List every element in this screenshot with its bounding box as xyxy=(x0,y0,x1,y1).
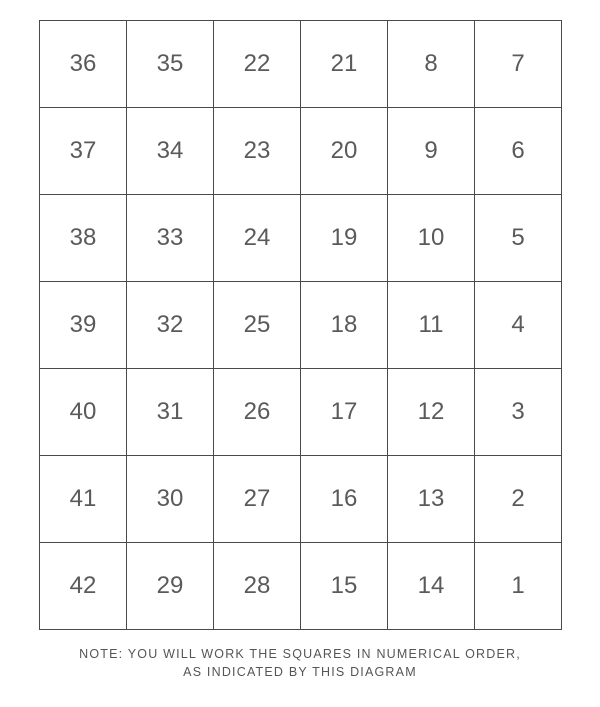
grid-square: 39 xyxy=(40,282,127,369)
grid-square: 22 xyxy=(214,21,301,108)
grid-square: 32 xyxy=(127,282,214,369)
grid-square: 11 xyxy=(388,282,475,369)
grid-square: 40 xyxy=(40,369,127,456)
grid-square: 18 xyxy=(301,282,388,369)
grid-square: 28 xyxy=(214,543,301,630)
grid-square: 17 xyxy=(301,369,388,456)
grid-square: 14 xyxy=(388,543,475,630)
grid-square: 25 xyxy=(214,282,301,369)
grid-square: 37 xyxy=(40,108,127,195)
grid-square: 7 xyxy=(475,21,562,108)
grid-square: 9 xyxy=(388,108,475,195)
grid-square: 4 xyxy=(475,282,562,369)
grid-square: 23 xyxy=(214,108,301,195)
grid-square: 15 xyxy=(301,543,388,630)
grid-square: 3 xyxy=(475,369,562,456)
grid-square: 26 xyxy=(214,369,301,456)
grid-square: 33 xyxy=(127,195,214,282)
grid-square: 1 xyxy=(475,543,562,630)
grid-square: 21 xyxy=(301,21,388,108)
grid-square: 8 xyxy=(388,21,475,108)
grid-square: 38 xyxy=(40,195,127,282)
grid-square: 30 xyxy=(127,456,214,543)
note-line-2: AS INDICATED BY THIS DIAGRAM xyxy=(183,665,417,679)
grid-square: 29 xyxy=(127,543,214,630)
grid-square: 10 xyxy=(388,195,475,282)
grid-square: 41 xyxy=(40,456,127,543)
grid-square: 12 xyxy=(388,369,475,456)
grid-square: 24 xyxy=(214,195,301,282)
grid-square: 19 xyxy=(301,195,388,282)
grid-square: 27 xyxy=(214,456,301,543)
grid-square: 31 xyxy=(127,369,214,456)
square-order-grid xyxy=(39,20,562,630)
grid-square: 36 xyxy=(40,21,127,108)
note-line-1: NOTE: YOU WILL WORK THE SQUARES IN NUMERICAL ORDER, xyxy=(79,647,521,661)
grid-square: 34 xyxy=(127,108,214,195)
grid-square: 6 xyxy=(475,108,562,195)
grid-square: 13 xyxy=(388,456,475,543)
grid-square: 16 xyxy=(301,456,388,543)
grid-square: 20 xyxy=(301,108,388,195)
diagram-note xyxy=(0,645,600,681)
grid-square: 35 xyxy=(127,21,214,108)
grid-square: 5 xyxy=(475,195,562,282)
grid-square: 2 xyxy=(475,456,562,543)
grid-square: 42 xyxy=(40,543,127,630)
